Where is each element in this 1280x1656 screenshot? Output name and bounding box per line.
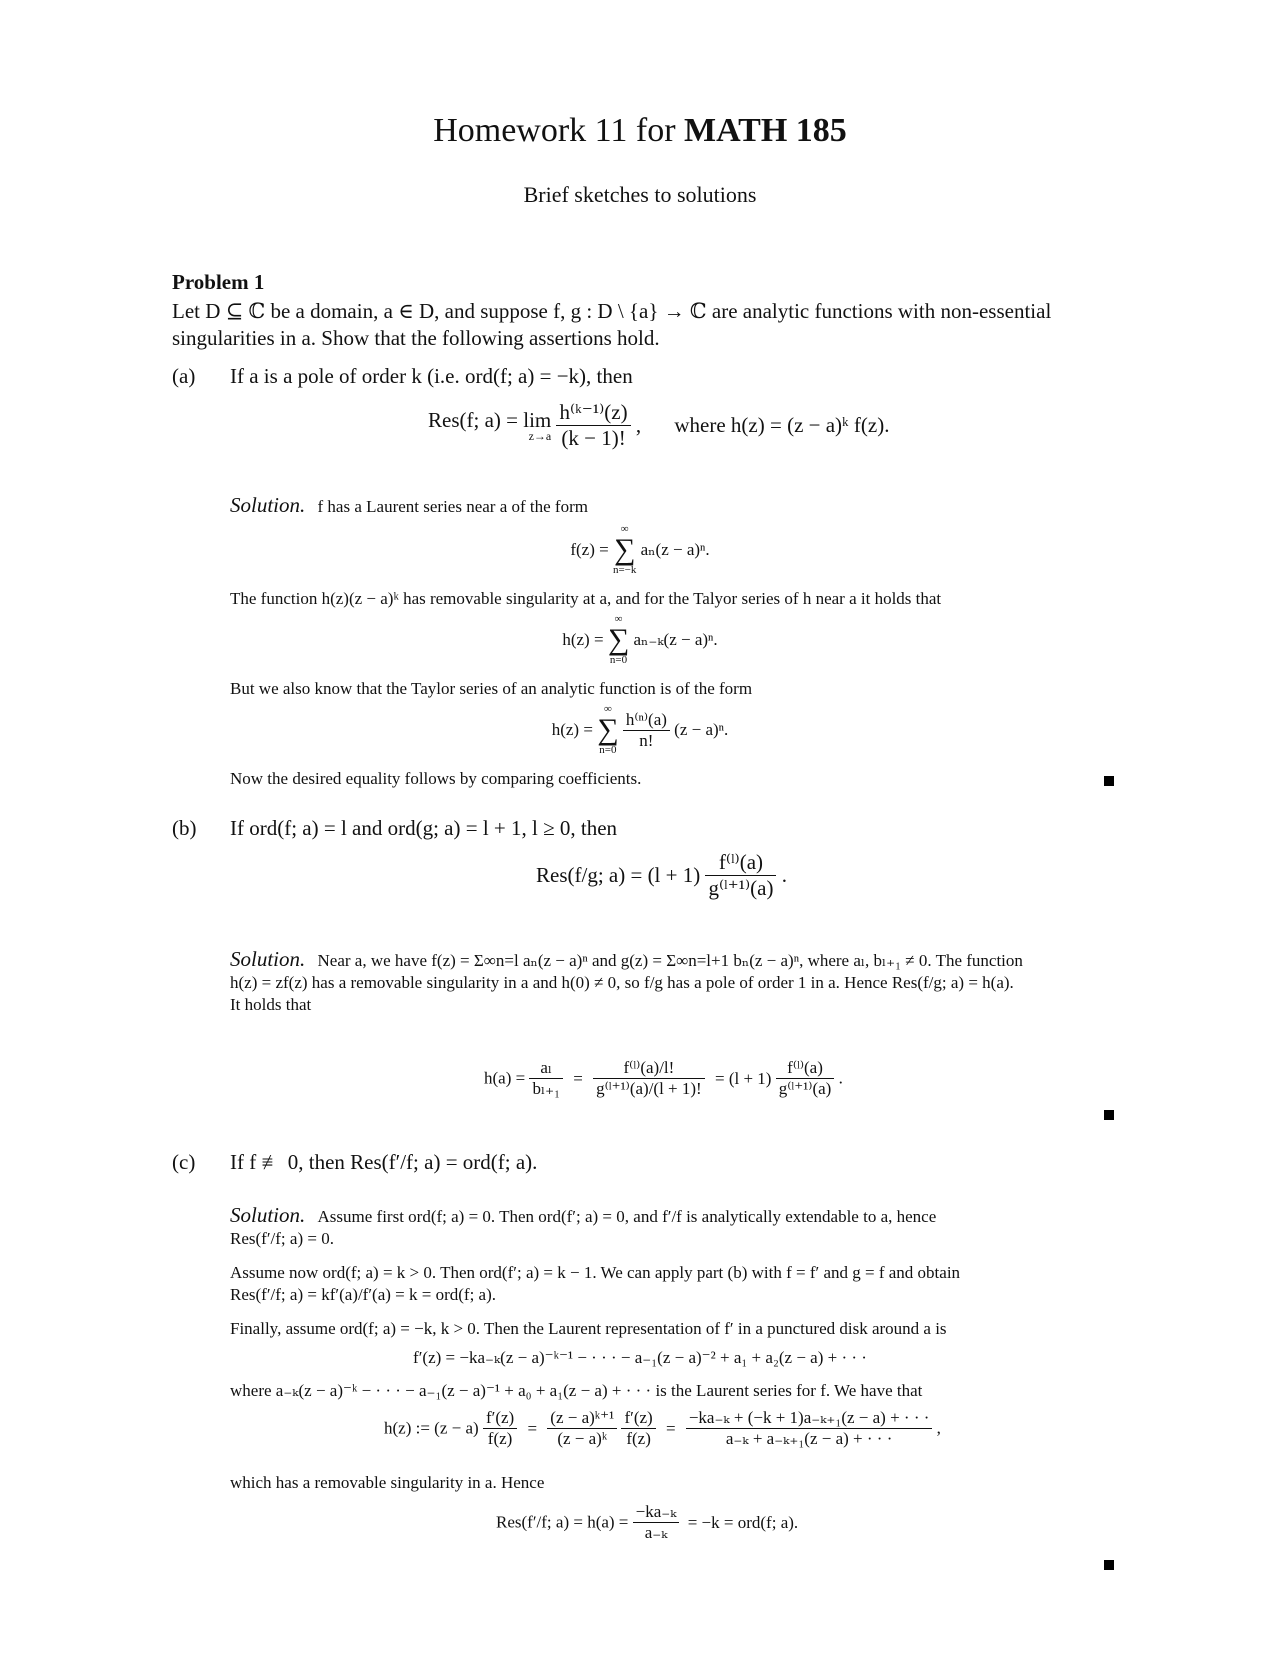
- part-c-solution-p1: [230, 1204, 1120, 1250]
- part-a-eq1-bottom: n=−k: [612, 564, 637, 576]
- part-b-eq-frac-3: [776, 1058, 835, 1099]
- part-a-sol-text-4: Now the desired equality follows by comparing coefficients.: [230, 769, 642, 788]
- part-b-eq-frac-1-num: aₗ: [529, 1058, 563, 1079]
- problem-statement-line-2: singularities in a. Show that the following assertions hold.: [172, 326, 660, 350]
- problem-statement: [172, 298, 1120, 352]
- part-a-solution-line-1: [230, 494, 1120, 518]
- part-b-equation: [484, 1058, 843, 1099]
- part-a-sol-text-1: f has a Laurent series near a of the form: [317, 497, 588, 516]
- part-a-eq1-sum: ∞ ∑ n=−k: [612, 523, 637, 576]
- part-a-eq1-rhs: aₙ(z − a)ⁿ.: [640, 540, 710, 559]
- title-course: MATH 185: [684, 112, 847, 149]
- part-a-fraction: [556, 400, 630, 451]
- part-a-eq1-top: ∞: [620, 523, 629, 535]
- part-c-sol-text-6: where a₋ₖ(z − a)⁻ᵏ − · · · − a₋₁(z − a)⁻¹ + a₀ + a₁(z − a) + · · · is the Laurent series for f. We have that: [230, 1381, 923, 1400]
- part-c-eq2-frac-3-num: f′(z): [621, 1408, 655, 1429]
- qed-square-b: [1104, 1110, 1114, 1120]
- part-c-sol-text-3: Assume now ord(f; a) = k > 0. Then ord(f′; a) = k − 1. We can apply part (b) with f = f′ and g = f and obtain: [230, 1263, 961, 1282]
- part-c-eq2-frac-1-den: f(z): [487, 1429, 513, 1448]
- part-c-sol-text-7: which has a removable singularity in a. Hence: [230, 1473, 545, 1492]
- part-a-formula: Res(f; a) = lim z→a $\frac{\text{h⁽ᵏ⁻¹⁾(z)}}{(k - 1)!}$ , where h(z) = (z − a)ᵏ f(z).: [428, 400, 890, 450]
- part-a-eq3-num: h⁽ⁿ⁾(a): [623, 710, 670, 731]
- part-a-eq3-den: n!: [639, 730, 654, 750]
- part-b-eq-equals-1: =: [573, 1068, 583, 1088]
- part-a-eq3-sum: ∞ ∑ n=0: [597, 703, 619, 756]
- part-a-eq3-lhs: h(z) =: [551, 720, 593, 739]
- problem-statement-line-1: Let D ⊆ ℂ be a domain, a ∈ D, and suppose f, g : D \ {a} → ℂ are analytic functions with non-essential: [172, 299, 1052, 323]
- part-c-eq2-frac-2-num: (z − a)ᵏ⁺¹: [547, 1408, 617, 1429]
- part-c-eq3-lhs: Res(f′/f; a) = h(a) =: [496, 1512, 629, 1532]
- part-b-formula-lhs: Res(f/g; a) = (l + 1): [536, 863, 701, 887]
- part-b-eq-frac-2: [593, 1058, 705, 1099]
- part-c-sol-text-1: Assume first ord(f; a) = 0. Then ord(f′; a) = 0, and f′/f is analytically extendable to a, hence: [317, 1207, 937, 1226]
- part-b-eq-frac-2-num: f⁽ˡ⁾(a)/l!: [593, 1058, 705, 1079]
- part-c-eq-2: [384, 1408, 941, 1449]
- part-a-frac-den: (k − 1)!: [561, 426, 626, 450]
- part-a-where: where h(z) = (z − a)ᵏ f(z).: [674, 413, 890, 437]
- part-b-eq-frac-3-den: g⁽ˡ⁺¹⁾(a): [778, 1079, 832, 1098]
- part-c-eq2-frac-3: [621, 1408, 655, 1449]
- part-a-sol-text-3: But we also know that the Taylor series of an analytic function is of the form: [230, 679, 753, 698]
- part-a-sol-text-2: The function h(z)(z − a)ᵏ has removable singularity at a, and for the Talyor series of h near a it holds that: [230, 589, 942, 608]
- title-prefix: Homework 11 for: [433, 112, 685, 149]
- part-b-label: (b): [172, 816, 197, 840]
- part-c-eq2-equals-1: =: [527, 1418, 538, 1438]
- part-b-eq-frac-1: [529, 1058, 563, 1099]
- part-a-eq-3: [0, 704, 1280, 756]
- part-b-eq-end: .: [838, 1068, 843, 1088]
- part-c-eq2-frac-4-num: −ka₋ₖ + (−k + 1)a₋ₖ₊₁(z − a) + · · ·: [686, 1408, 933, 1429]
- part-c-sol-text-5: Finally, assume ord(f; a) = −k, k > 0. Then the Laurent representation of f′ in a punctured disk around a is: [230, 1319, 947, 1338]
- problem-heading: Problem 1: [172, 270, 265, 294]
- part-b-eq-frac-3-num: f⁽ˡ⁾(a): [776, 1058, 835, 1079]
- qed-square-a: [1104, 776, 1114, 786]
- part-a-lim-sub: z→a: [528, 428, 552, 443]
- part-b-eq-frac-1-den: bₗ₊₁: [532, 1079, 560, 1098]
- part-b-sol-text-2: h(z) = zf(z) has a removable singularity in a and h(0) ≠ 0, so f/g has a pole of order 1 in a. Hence Res(f/g; a) = h(a).: [230, 973, 1014, 992]
- solution-label-a: Solution.: [230, 493, 306, 517]
- solution-label-c: Solution.: [230, 1203, 306, 1227]
- part-b-frac-num: f⁽ˡ⁾(a): [705, 850, 776, 876]
- part-b-solution: [230, 948, 1120, 1016]
- part-c-eq2-frac-1: [483, 1408, 517, 1449]
- part-c-eq3-fraction: [633, 1502, 680, 1543]
- part-c-eq-3: [496, 1502, 798, 1543]
- part-b-eq-equals-2: = (l + 1): [714, 1068, 772, 1088]
- part-a-label: (a): [172, 364, 196, 388]
- part-a-eq2-lhs: h(z) =: [562, 630, 604, 649]
- part-b-statement: If ord(f; a) = l and ord(g; a) = l + 1, l ≥ 0, then: [230, 816, 618, 840]
- part-c-eq2-frac-2-den: (z − a)ᵏ: [557, 1429, 608, 1448]
- part-c-eq-1: f′(z) = −ka₋ₖ(z − a)⁻ᵏ⁻¹ − · · · − a₋₁(z − a)⁻² + a₁ + a₂(z − a) + · · ·: [413, 1348, 867, 1367]
- part-c-eq2-frac-3-den: f(z): [626, 1429, 651, 1448]
- part-c-eq2-frac-4-den: a₋ₖ + a₋ₖ₊₁(z − a) + · · ·: [725, 1429, 893, 1448]
- part-c-eq3-den: a₋ₖ: [644, 1523, 668, 1542]
- page-title: [0, 112, 1280, 150]
- part-c-label: (c): [172, 1150, 196, 1174]
- part-c-eq2-lhs: h(z) := (z − a): [384, 1418, 479, 1438]
- solution-label-b: Solution.: [230, 947, 306, 971]
- part-b-eq-frac-2-den: g⁽ˡ⁺¹⁾(a)/(l + 1)!: [596, 1079, 702, 1098]
- part-a-eq3-rhs: (z − a)ⁿ.: [674, 720, 729, 739]
- part-a-eq2-top: ∞: [614, 613, 623, 625]
- part-b-fraction: [705, 850, 776, 901]
- part-a-eq-1: [0, 524, 1280, 576]
- part-b-formula-end: .: [781, 863, 787, 887]
- part-c-eq3-rhs: = −k = ord(f; a).: [687, 1512, 799, 1532]
- part-a-eq2-bottom: n=0: [609, 654, 628, 666]
- part-a-eq3-bottom: n=0: [599, 744, 617, 756]
- part-b-frac-den: g⁽ˡ⁺¹⁾(a): [708, 876, 774, 900]
- qed-square-c: [1104, 1560, 1114, 1570]
- part-a-eq-2: [0, 614, 1280, 666]
- part-c-sol-text-4: Res(f′/f; a) = kf′(a)/f′(a) = k = ord(f; a).: [230, 1285, 496, 1304]
- part-a-eq3-fraction: [623, 710, 670, 751]
- part-c-sol-text-2: Res(f′/f; a) = 0.: [230, 1229, 334, 1248]
- part-a-eq1-lhs: f(z) =: [570, 540, 609, 559]
- part-c-eq2-end: ,: [936, 1418, 941, 1438]
- part-a-statement: If a is a pole of order k (i.e. ord(f; a) = −k), then: [230, 364, 633, 388]
- part-c-sol-line-1: [230, 1204, 1120, 1228]
- part-c-statement: If f ≢ 0, then Res(f′/f; a) = ord(f; a).: [230, 1150, 538, 1174]
- part-c-eq2-frac-2: [547, 1408, 617, 1449]
- part-b-sol-text-1: Near a, we have f(z) = Σ∞n=l aₙ(z − a)ⁿ and g(z) = Σ∞n=l+1 bₙ(z − a)ⁿ, where aₗ, bₗ₊₁ ≠ 0. The function: [317, 951, 1023, 970]
- part-c-eq2-frac-4: [686, 1408, 933, 1449]
- part-a-eq2-rhs: aₙ₋ₖ(z − a)ⁿ.: [633, 630, 718, 649]
- part-b-eq-lhs: h(a) =: [484, 1068, 526, 1088]
- part-b-sol-line-1: [230, 948, 1120, 972]
- part-a-res-lim: Res(f; a) = lim: [428, 407, 552, 432]
- part-a-frac-num: h⁽ᵏ⁻¹⁾(z): [556, 400, 630, 426]
- part-b-formula: [536, 850, 787, 901]
- part-c-eq2-frac-1-num: f′(z): [483, 1408, 517, 1429]
- page-subtitle: Brief sketches to solutions: [523, 182, 757, 207]
- part-c-solution-p2: [230, 1262, 1120, 1306]
- part-a-eq2-sum: ∞ ∑ n=0: [607, 613, 630, 666]
- part-a-eq3-top: ∞: [603, 703, 612, 715]
- part-b-sol-text-3: It holds that: [230, 995, 312, 1014]
- part-c-eq2-equals-2: =: [665, 1418, 676, 1438]
- part-c-eq3-num: −ka₋ₖ: [633, 1502, 680, 1523]
